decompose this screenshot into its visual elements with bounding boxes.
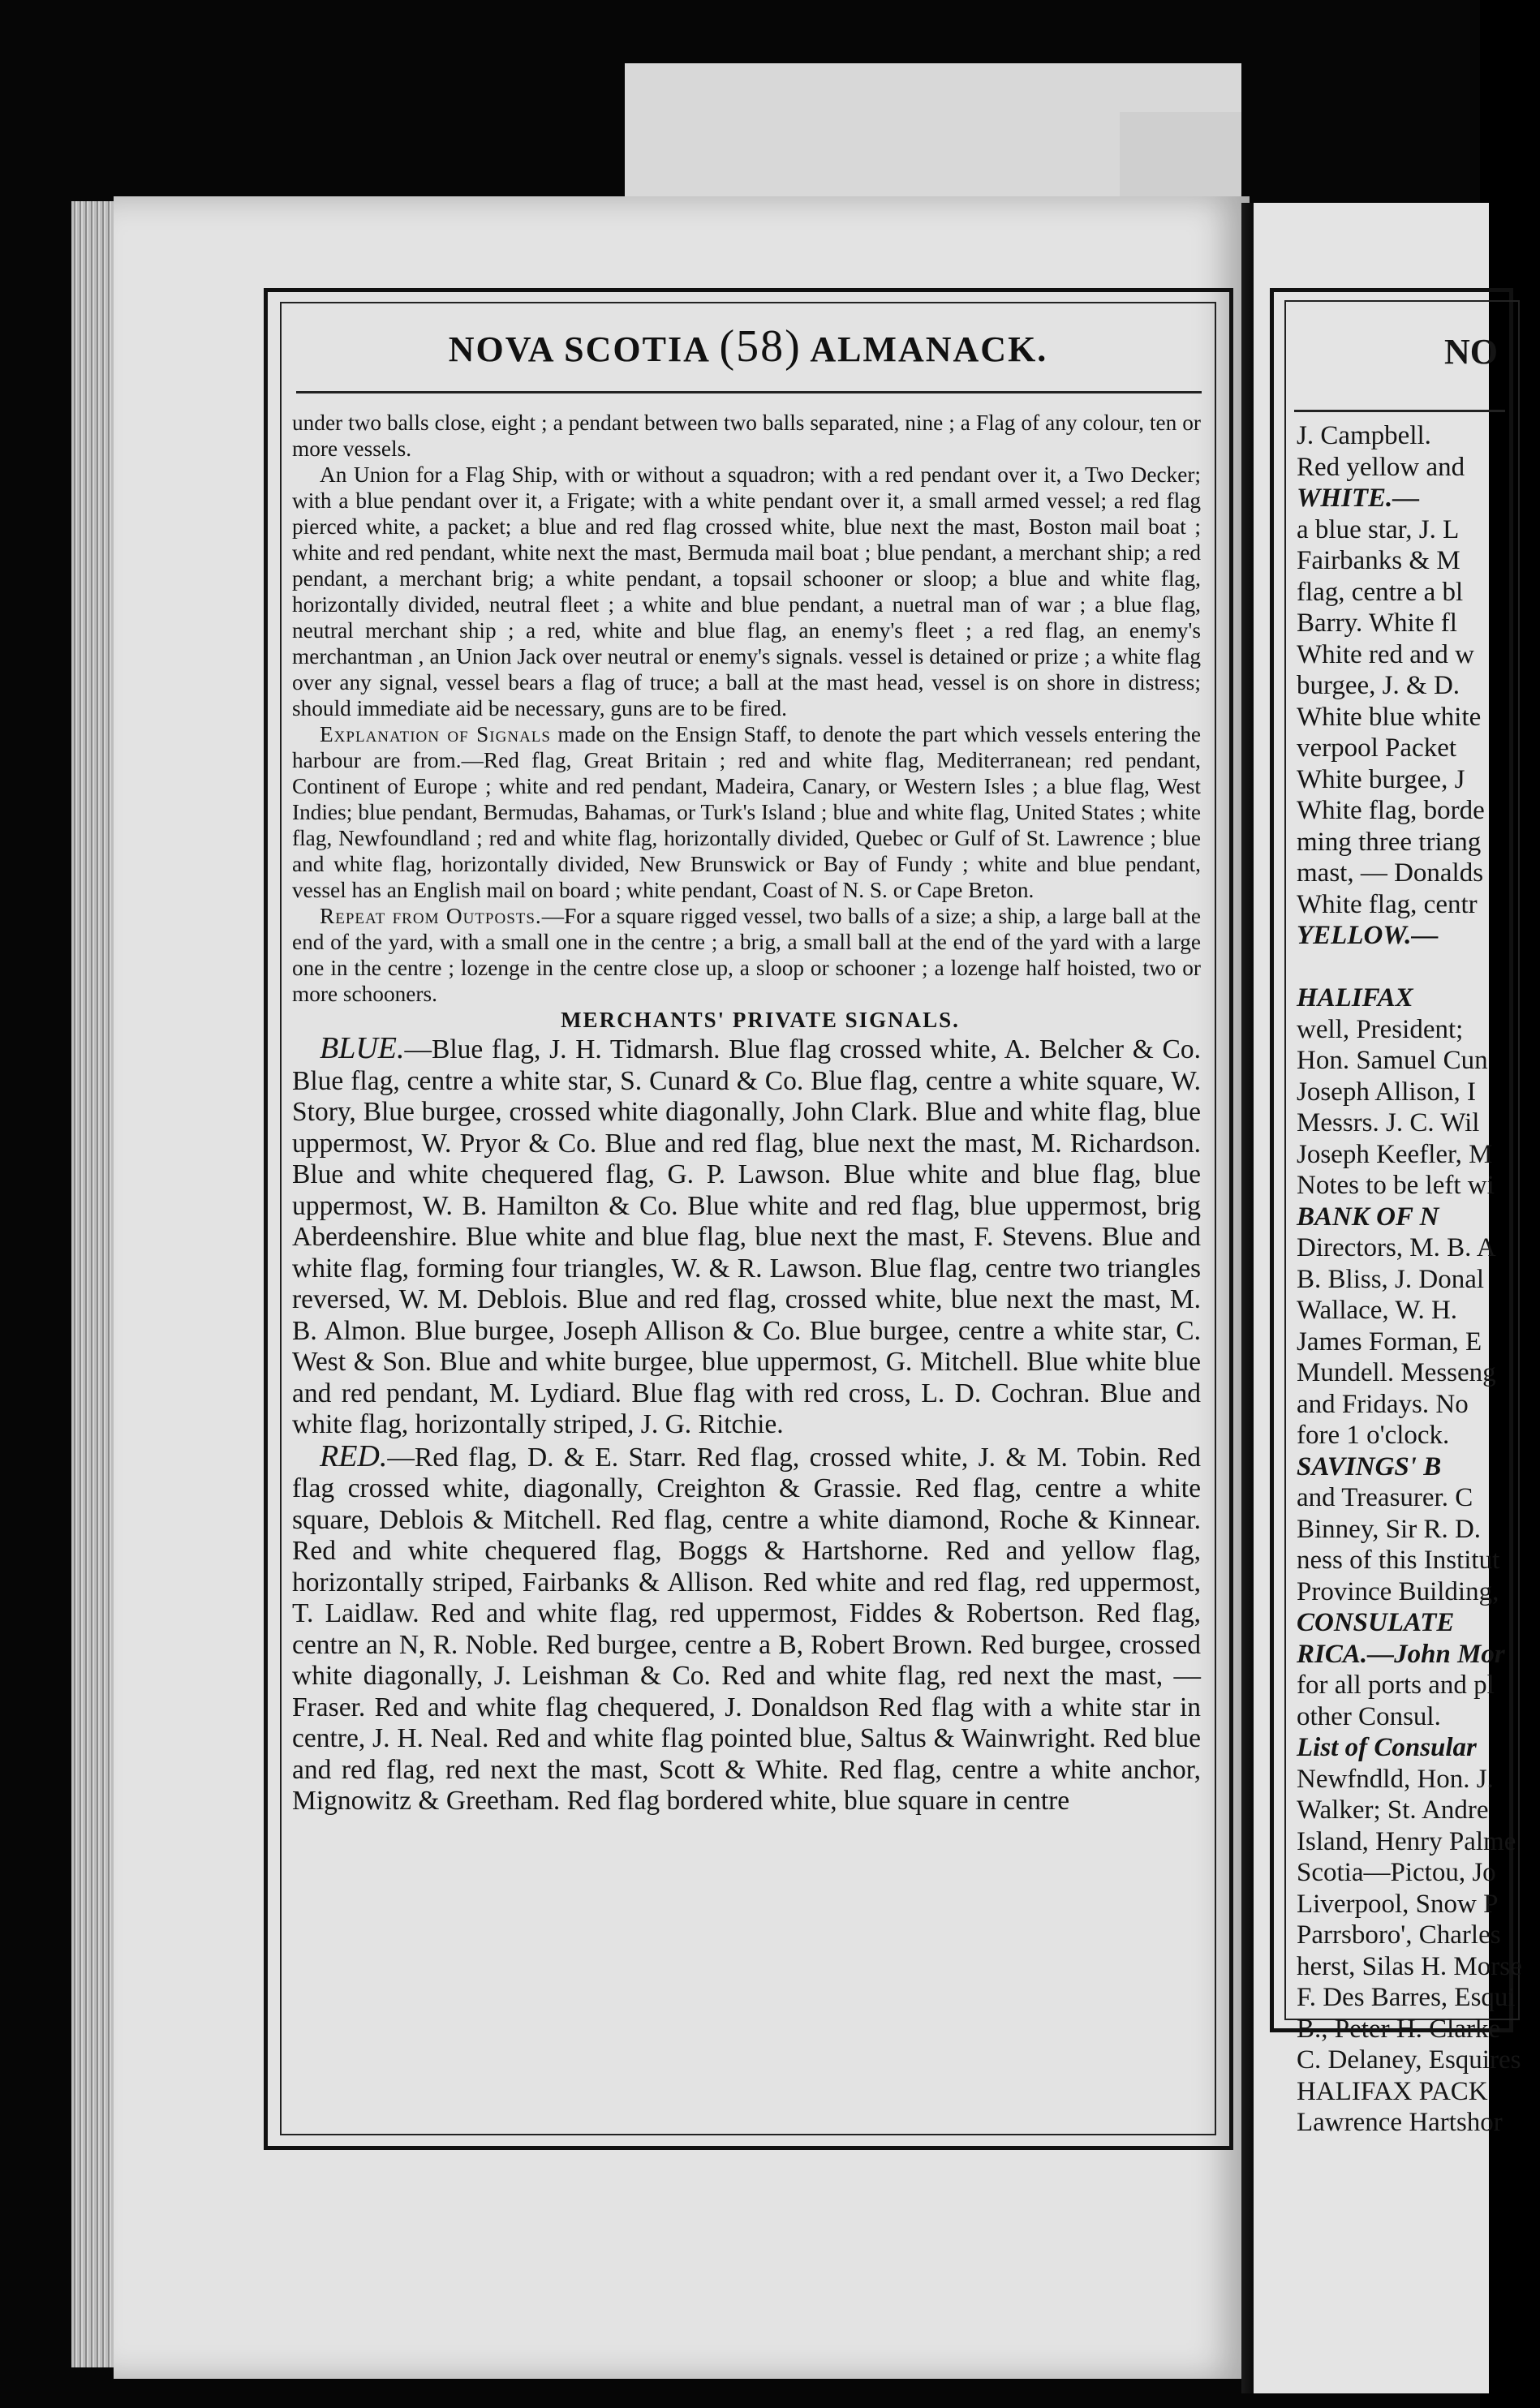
- right-page-line: ness of this Institut: [1297, 1546, 1500, 1575]
- page-number: (58): [719, 321, 802, 372]
- right-page-line: Newfndld, Hon. J.: [1297, 1764, 1494, 1794]
- page-body: [292, 410, 1201, 2138]
- right-page-line: well, President;: [1297, 1014, 1464, 1044]
- paragraph-union-flags: An Union for a Flag Ship, with or without a squadron; with a red pendant over it, a Two Decker; with a blue pendant over it, a Frigate; with a white pendant over it, a small armed vessel; a red flag pierced white, a packet; a blue and red flag crossed white, blue next the mast, Boston mail boat ; white and red pendant, white next the mast, Bermuda mail boat ; blue pendant, a merchant ship; a red pendant, a merchant brig; a white pendant, a topsail schooner or sloop; a blue and white flag, horizontally divided, neutral fleet ; a white and blue pendant, a nuetral man of war ; a blue flag, neutral merchant ship ; a red, white and blue flag, an enemy's fleet ; a red flag, an enemy's merchantman , an Union Jack over neutral or enemy's signals. vessel is detained or prize ; a white flag over any signal, vessel bears a flag of truce; a ball at the mast head, vessel is on shore in distress; should immediate aid be necessary, guns are to be fired.: [292, 462, 1201, 720]
- right-page-line: ming three triang: [1297, 827, 1482, 857]
- right-page-line: Walker; St. Andre: [1297, 1795, 1489, 1825]
- right-page-line: White red and w: [1297, 639, 1474, 669]
- right-page-line: Scotia—Pictou, Jo: [1297, 1858, 1496, 1887]
- header-rule: [296, 391, 1202, 393]
- right-page-line: a blue star, J. L: [1297, 514, 1460, 544]
- right-page-line: White blue white: [1297, 702, 1482, 732]
- right-header: NO: [1444, 332, 1498, 372]
- red-heading: RED.: [320, 1438, 388, 1473]
- right-page-line: Joseph Keefler, M: [1297, 1139, 1493, 1169]
- right-page-line: Lawrence Hartshor: [1297, 2108, 1503, 2137]
- right-page-line: Wallace, W. H.: [1297, 1296, 1458, 1325]
- explanation-text: made on the Ensign Staff, to denote the part which vessels entering the harbour are from.—Red flag, Great Britain ; red and white flag, Mediterranean; red pendant, Continent of Europe ; white and red pendant, Madeira, Canary, or Western Isles ; a blue flag, West Indies; blue pendant, Bermudas, Bahamas, or Turk's Island ; blue and white flag, United States ; white flag, Newfoundland ; red and white flag, horizontally divided, Quebec or Gulf of St. Lawrence ; blue and white flag, horizontally divided, New Brunswick or Bay of Fundy ; white and blue pendant, vessel has an English mail on board ; white pendant, Coast of N. S. or Cape Breton.: [292, 722, 1201, 902]
- right-page-line: burgee, J. & D.: [1297, 671, 1460, 700]
- right-page-line: HALIFAX: [1297, 983, 1413, 1013]
- right-page-line: and Fridays. No: [1297, 1389, 1469, 1419]
- paragraph-ensign-staff: [292, 721, 1201, 903]
- right-page-line: [1297, 952, 1540, 983]
- blue-heading: BLUE.: [320, 1031, 405, 1065]
- right-page-line: Red yellow and: [1297, 452, 1465, 482]
- right-page-line: Joseph Allison, I: [1297, 1077, 1476, 1107]
- merchant-signals: [292, 1033, 1201, 1817]
- paragraph-outposts: [292, 903, 1201, 1007]
- right-page-line: fore 1 o'clock.: [1297, 1421, 1450, 1450]
- right-page-line: Hon. Samuel Cun: [1297, 1046, 1488, 1075]
- page-header: [280, 320, 1216, 381]
- right-page-line: RICA.—John Mor: [1297, 1639, 1505, 1669]
- right-page-line: White flag, borde: [1297, 796, 1485, 825]
- blue-signals: [292, 1033, 1201, 1441]
- right-page-line: Barry. White fl: [1297, 608, 1457, 638]
- right-page-line: Province Building,: [1297, 1576, 1499, 1606]
- right-page-line: B. Bliss, J. Donal: [1297, 1264, 1485, 1294]
- header-right: ALMANACK.: [810, 329, 1048, 369]
- right-page-line: BANK OF N: [1297, 1202, 1439, 1232]
- right-page-line: James Forman, E: [1297, 1327, 1482, 1357]
- outposts-heading: Repeat from Outposts.: [320, 904, 542, 928]
- right-page-line: for all ports and pl: [1297, 1671, 1495, 1700]
- right-page-line: WHITE.—: [1297, 484, 1420, 513]
- paper-tab: [625, 63, 1241, 204]
- right-page-line: White flag, centr: [1297, 889, 1478, 919]
- right-page-line: SAVINGS' B: [1297, 1451, 1442, 1481]
- outposts-text: —For a square rigged vessel, two balls of a size; a ship, a large ball at the end of the yard, with a small one in the centre ; a brig, a small ball at the end of the yard with a large one in the centre ; lozenge in the centre close up, a sloop or schooner ; a lozenge half hoisted, two or more schooners.: [292, 904, 1201, 1006]
- right-page-line: other Consul.: [1297, 1701, 1441, 1731]
- right-page-line: and Treasurer. C: [1297, 1483, 1473, 1512]
- right-page-line: C. Delaney, Esquires: [1297, 2045, 1521, 2075]
- right-page-line: CONSULATE: [1297, 1608, 1455, 1637]
- red-signals: [292, 1438, 1201, 1817]
- right-page-line: White burgee, J: [1297, 764, 1465, 794]
- right-header-rule: [1294, 410, 1505, 412]
- right-page-lines: [1297, 420, 1540, 2139]
- right-page-line: flag, centre a bl: [1297, 577, 1464, 607]
- explanation-heading: Explanation of Signals: [320, 722, 551, 746]
- right-page-line: HALIFAX PACK: [1297, 2076, 1488, 2106]
- red-text: —Red flag, D. & E. Starr. Red flag, crossed white, J. & M. Tobin. Red flag crossed white, diagonally, Creighton & Grassie. Red flag, centre a white square, Deblois & Mitchell. Red flag, centre a white diamond, Roche & Kinnear. Red and white chequered flag, Boggs & Hartshorne. Red and yellow flag, horizontally striped, Fairbanks & Allison. Red white and red flag, red uppermost, T. Laidlaw. Red and white flag, red uppermost, Fiddes & Robertson. Red flag, centre an N, R. Noble. Red burgee, centre a B, Robert Brown. Red burgee, crossed white diagonally, J. Leishman & Co. Red and white flag, red next the mast, — Fraser. Red and white flag chequered, J. Donaldson Red flag with a white star in centre, J. H. Neal. Red and white flag pointed blue, Saltus & Wainwright. Red blue and red flag, red next the mast, Scott & White. Red flag, centre a white anchor, Mignowitz & Greetham. Red flag bordered white, blue square in centre: [292, 1442, 1201, 1816]
- header-left: NOVA SCOTIA: [448, 329, 709, 369]
- right-page-line: mast, — Donalds: [1297, 858, 1484, 888]
- blue-text: —Blue flag, J. H. Tidmarsh. Blue flag crossed white, A. Belcher & Co. Blue flag, centre a white star, S. Cunard & Co. Blue flag, centre a white square, W. Story, Blue burgee, crossed white diagonally, John Clark. Blue and white flag, blue uppermost, W. Pryor & Co. Blue and red flag, blue next the mast, M. Richardson. Blue and white chequered flag, G. P. Lawson. Blue white and blue flag, blue uppermost, W. B. Hamilton & Co. Blue white and red flag, blue uppermost, brig Aberdeenshire. Blue white and blue flag, blue next the mast, F. Stevens. Blue and white flag, forming four triangles, W. & R. Lawson. Blue flag, centre two triangles reversed, W. M. Deblois. Blue and red flag, crossed white, blue next the mast, M. B. Almon. Blue burgee, Joseph Allison & Co. Blue burgee, centre a white star, C. West & Son. Blue and white burgee, blue uppermost, G. Mitchell. Blue white blue and red pendant, M. Lydiard. Blue flag with red cross, L. D. Cochran. Blue and white flag, horizontally striped, J. G. Ritchie.: [292, 1034, 1201, 1439]
- right-page-line: Island, Henry Palme: [1297, 1826, 1516, 1856]
- right-page-text: [1254, 203, 1522, 2393]
- right-page-line: Binney, Sir R. D.: [1297, 1514, 1482, 1544]
- right-page-line: F. Des Barres, Esqui: [1297, 1983, 1516, 2012]
- right-page-line: Mundell. Messeng: [1297, 1358, 1496, 1387]
- right-page-line: List of Consular: [1297, 1733, 1477, 1762]
- right-page-line: Notes to be left wi: [1297, 1171, 1495, 1200]
- paragraph-signals-continued: under two balls close, eight ; a pendant between two balls separated, nine ; a Flag of any colour, ten or more vessels.: [292, 411, 1201, 461]
- right-page-line: Directors, M. B. A: [1297, 1233, 1496, 1262]
- right-page-line: YELLOW.—: [1297, 921, 1439, 950]
- right-page-line: J. Campbell.: [1297, 421, 1431, 450]
- right-page-line: Liverpool, Snow P: [1297, 1889, 1499, 1919]
- right-page-line: verpool Packet: [1297, 733, 1457, 763]
- right-page-line: Messrs. J. C. Wil: [1297, 1108, 1480, 1137]
- right-page-line: Parrsboro', Charles: [1297, 1920, 1501, 1950]
- right-page-line: Fairbanks & M: [1297, 546, 1460, 575]
- section-title: MERCHANTS' PRIVATE SIGNALS.: [561, 1008, 960, 1032]
- right-page-line: herst, Silas H. Morse: [1297, 1951, 1522, 1981]
- right-page-line: B., Peter H. Clarke: [1297, 2014, 1501, 2044]
